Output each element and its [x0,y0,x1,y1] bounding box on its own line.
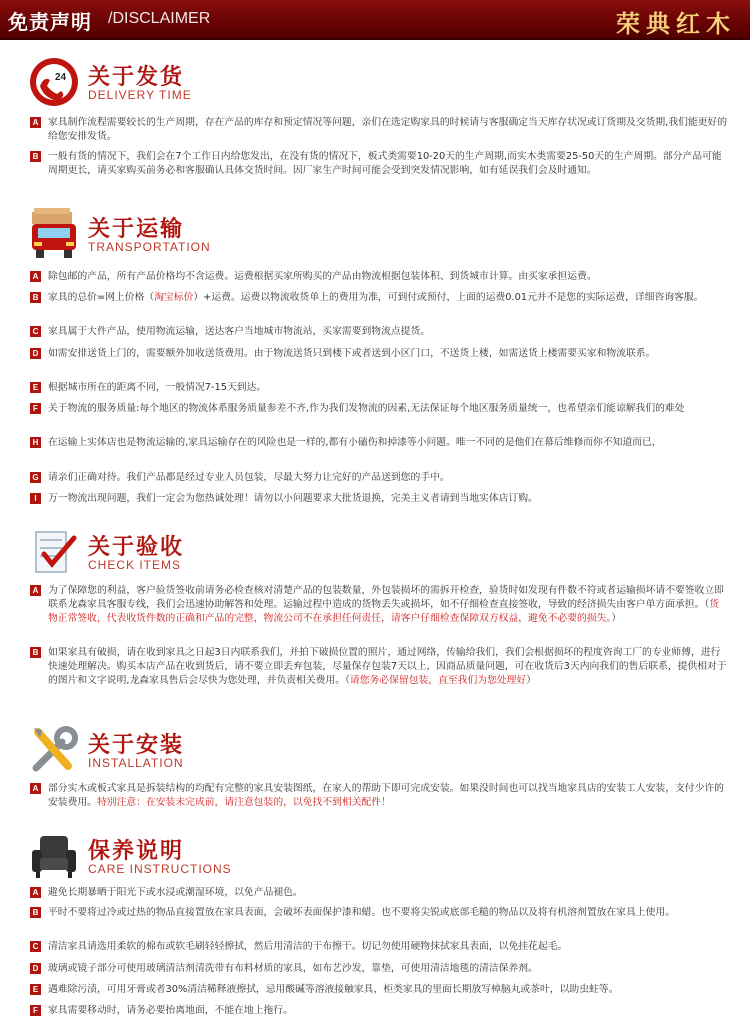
item-badge: F [30,1005,41,1016]
transport-subtitle: TRANSPORTATION [88,240,211,254]
check-title: 关于验收 [88,535,185,560]
item-text: 清洁家具请选用柔软的棉布或软毛刷轻轻擦拭，然后用清洁的干布擦干。切记勿使用硬物抹拭家具表面，以免挂花起毛。 [48,941,568,952]
delivery-subtitle: DELIVERY TIME [88,88,192,102]
item-badge: E [30,382,41,393]
item-badge: E [30,984,41,995]
item-badge: A [30,271,41,282]
install-title: 关于安装 [88,733,185,758]
item-text: ） [526,675,537,686]
care-subtitle: CARE INSTRUCTIONS [88,862,232,876]
item-badge: D [30,348,41,359]
item-text: 除包邮的产品，所有产品价格均不含运费。运费根据买家所购买的产品由物流根据包装体积、到货城市计算。由买家承担运费。 [48,271,597,282]
item-text: 家具需要移动时，请务必要抬离地面，不能在地上拖行。 [48,1005,293,1016]
item-text: 家具属于大件产品，使用物流运输，送达客户当地城市物流站，买家需要到物流点提货。 [48,326,431,337]
check-subtitle: CHECK ITEMS [88,558,182,572]
item-text-highlight: 特别注意：在安装未完成前，请注意包装的，以免找不到相关配件！ [96,797,391,808]
checklist-icon [28,526,80,578]
transport-section [0,208,750,504]
item-text: ） [611,613,622,624]
item-text: 请亲们正确对待。我们产品都是经过专业人员包装，尽最大努力让完好的产品送到您的手中。 [48,472,450,483]
item-badge: C [30,941,41,952]
item-badge: B [30,647,41,658]
clock-24-icon [28,56,80,108]
brand-logo: 荣典红木 [616,9,736,38]
item-text: 一般有货的情况下，我们会在7个工作日内给您发出，在没有货的情况下，板式类需要10-20天的生产周期,而实木类需要25-50天的生产周期。部分产品可能周期更长，请买家购买前务必和客服确认具体交货时间。因厂家生产时间可能会受到突发情况影响，如有延误我们会及时通知。 [48,151,722,176]
page-title: 免责声明 [8,10,92,34]
item-badge: I [30,493,41,504]
transport-title: 关于运输 [88,217,185,242]
item-text: 避免长期暴晒于阳光下或水浸或潮湿环境，以免产品褪色。 [48,887,303,898]
item-text: ）+运费。运费以物流收货单上的费用为准，可到付或预付，上面的运费0.01元并不是您的实际运费，详细咨询客服。 [193,292,704,303]
item-text: 根据城市所在的距离不同，一般情况7-15天到达。 [48,382,267,393]
item-text-highlight: 请您务必保留包装，直至我们为您处理好 [349,675,527,686]
item-text: 玻璃或镜子部分可使用玻璃清洁剂清洗带有布料材质的家具，如布艺沙发，靠垫，可使用清洁地毯的清洁保养剂。 [48,963,538,974]
item-text: 平时不要将过冷或过热的物品直接置放在家具表面，会破坏表面保护漆和蜡。也不要将尖锐或底部毛糙的物品以及将有机溶剂置放在家具上使用。 [48,907,675,918]
item-badge: A [30,783,41,794]
care-title: 保养说明 [88,839,185,864]
item-text: 家具的总价=网上价格（ [48,292,155,303]
header-bar [0,0,750,40]
item-badge: A [30,117,41,128]
item-text: 如需安排送货上门的，需要额外加收送货费用。由于物流送货只到楼下或者送到小区门口，不送货上楼，如需送货上楼需要买家和物流联系。 [48,348,656,359]
page-title-en: /DISCLAIMER [108,10,211,27]
item-badge: H [30,437,41,448]
item-text: 万一物流出现问题，我们一定会为您热诚处理！请勿以小问题要求大批货退换，完美主义者请到当地实体店订购。 [48,493,538,504]
install-subtitle: INSTALLATION [88,756,184,770]
truck-icon [28,208,80,260]
delivery-section [0,56,750,176]
item-text: 为了保障您的利益，客户验货签收前请务必检查核对清楚产品的包装数量，外包装损坏的需拆开检查，验货时如发现有件数不符或者运输损坏请不要签收立即联系龙森家具客服专线，我们会迅速协助解答和处理。运输过程中造成的货物丢失或损坏，如不仔细检查直接签收，导致的经济损失由客户单方面承担。（ [48,585,724,610]
item-badge: B [30,907,41,918]
item-text: 关于物流的服务质量:每个地区的物流体系服务质量参差不齐,作为我们发物流的因素,无法保证每个地区服务质量统一，也希望亲们能谅解我们的难处 [48,403,685,414]
item-text: 家具制作流程需要较长的生产周期，存在产品的库存和预定情况等问题，亲们在选定购家具的时候请与客服确定当天库存状况或订货期及交货期,我们能更好的给您安排发货。 [48,117,728,142]
item-badge: A [30,887,41,898]
install-section [0,724,750,808]
care-section [0,830,750,1016]
check-section [0,526,750,686]
item-badge: A [30,585,41,596]
tools-icon [28,724,80,776]
item-badge: B [30,292,41,303]
item-text: 遇难除污渍，可用牙膏或者30%清洁稀释液擦拭，忌用酸碱等溶液接触家具，柜类家具的里面长期放写樟脑丸或茶叶，以助虫蛀等。 [48,984,619,995]
item-text: 部分实木或板式家具是拆装结构的均配有完整的家具安装图纸，在家人的帮助下即可完成安装。如果没时间也可以找当地家具店的安装工人安装，支付少许的安装费用。 [48,783,724,808]
item-badge: B [30,151,41,162]
item-badge: D [30,963,41,974]
item-text-highlight: 淘宝标价 [154,292,194,303]
item-text: 在运输上实体店也是物流运输的,家具运输存在的风险也是一样的,都有小磕伤和掉漆等小问题。唯一不同的是他们在幕后维修而你不知道而已， [48,437,662,448]
item-text: 如果家具有破损，请在收到家具之日起3日内联系我们，并拍下破损位置的照片，通过网络，传输给我们，我们会根据损坏的程度咨询工厂的专业师傅，进行快速处理解决。购买本店产品在收到货后，请不要立即丢弃包装，尽量保存包装7天以上，因商品质量问题，可在收货后3天内向我们的售后联系，提供相对于的图片和文字说明,龙森家具售后会尽快为您处理，并负责相关费用。（ [48,647,727,686]
delivery-title: 关于发货 [88,65,185,90]
armchair-icon [28,830,80,882]
item-badge: C [30,326,41,337]
svg-text:24: 24 [55,72,67,83]
item-text-highlight: 货物正常签收，代表收货件数的正确和产品的完整，物流公司不在承担任何责任，请客户仔细检查保障双方权益，避免不必要的损失。 [48,599,720,624]
item-badge: F [30,403,41,414]
item-badge: G [30,472,41,483]
